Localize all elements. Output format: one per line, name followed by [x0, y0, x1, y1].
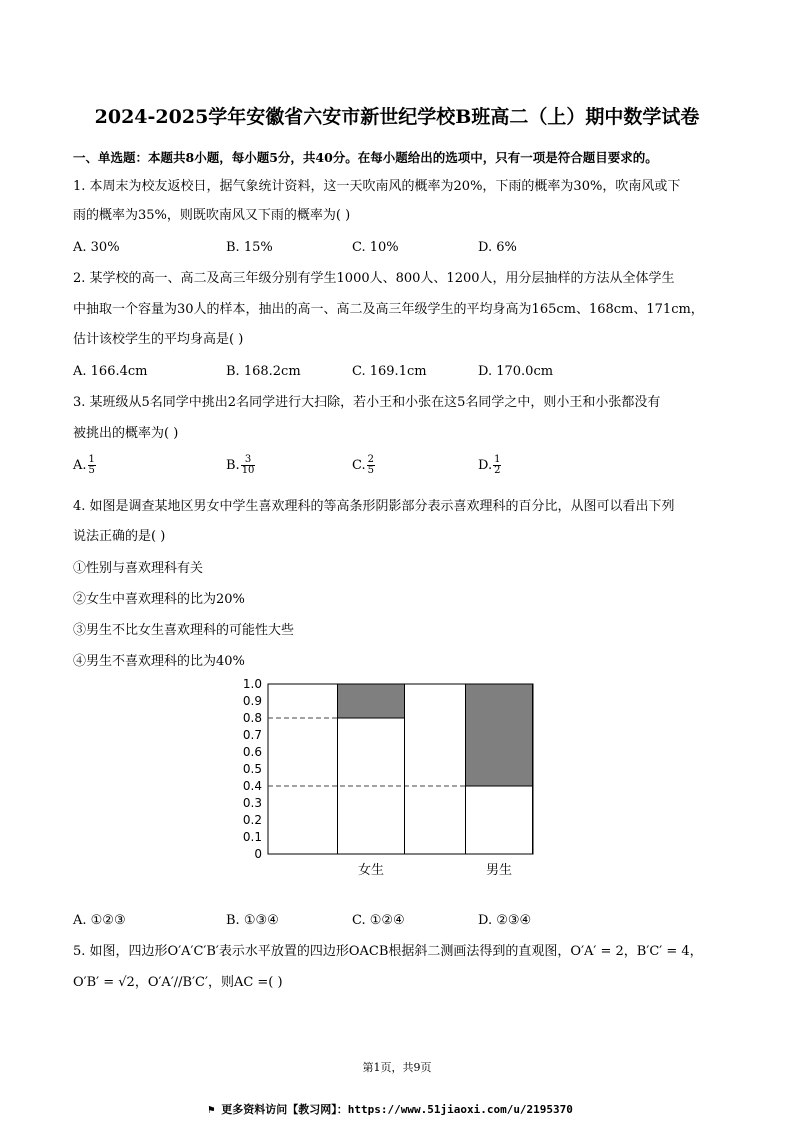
q4-statement-4: ④男生不喜欢理科的比为40% [73, 654, 245, 669]
paper-title: 2024-2025学年安徽省六安市新世纪学校B班高二（上）期中数学试卷 [94, 106, 700, 128]
fraction: $\frac{1}{2}$ [494, 454, 501, 476]
q3-option-d: D. $\frac{1}{2}$ [478, 454, 501, 476]
q4-statement-3: ③男生不比女生喜欢理科的可能性大些 [73, 623, 295, 638]
fraction: $\frac{1}{5}$ [88, 454, 95, 476]
resource-link[interactable] [208, 1101, 573, 1117]
y-tick-label: 0.3 [242, 796, 262, 810]
bar-segment [338, 684, 405, 718]
q4-option-c: C. ①②④ [352, 913, 405, 928]
flag-icon: ⚑ [208, 1103, 215, 1116]
q5-line1: 5. 如图，四边形O′A′C′B′表示水平放置的四边形OACB根据斜二测画法得到的直观图，O′A′ = 2，B′C′ = 4， [73, 944, 703, 959]
y-tick-label: 0.9 [242, 694, 262, 708]
q4-option-a: A. ①②③ [73, 913, 126, 928]
q4-statement-1: ①性别与喜欢理科有关 [73, 561, 204, 576]
q2-option-c: C. 169.1cm [352, 364, 427, 379]
q1-option-b: B. 15% [226, 240, 273, 255]
q1-line2: 雨的概率为35%，则既吹南风又下雨的概率为( ) [73, 208, 351, 223]
y-tick-label: 0.8 [242, 711, 262, 725]
q1-option-a: A. 30% [73, 240, 120, 255]
q2-option-d: D. 170.0cm [478, 364, 554, 379]
q1-option-d: D. 6% [478, 240, 517, 255]
q3-option-c: C. $\frac{2}{5}$ [352, 454, 374, 476]
fraction: $\frac{3}{10}$ [241, 454, 255, 476]
q4-line1: 4. 如图是调查某地区男女中学生喜欢理科的等高条形阴影部分表示喜欢理科的百分比，从图可以看出下列 [73, 499, 675, 514]
bar-segment [466, 684, 533, 786]
q3-line1: 3. 某班级从5名同学中挑出2名同学进行大扫除，若小王和小张在这5名同学之中，则小王和小张都没有 [73, 395, 661, 410]
stacked-bar-chart [228, 672, 548, 882]
y-tick-label: 0.5 [242, 762, 262, 776]
q1-line1: 1. 本周末为校友返校日，据气象统计资料，这一天吹南风的概率为20%，下雨的概率为30%，吹南风或下 [73, 179, 681, 194]
bar-segment [466, 786, 533, 854]
y-tick-label: 0.4 [242, 779, 262, 793]
x-category-label: 男生 [485, 863, 513, 878]
y-tick-label: 0.7 [242, 728, 262, 742]
y-tick-label: 0 [254, 847, 262, 861]
page-footer: 第1页，共9页 [362, 1061, 432, 1074]
y-tick-label: 1.0 [242, 677, 262, 691]
q3-option-a: A. $\frac{1}{5}$ [73, 454, 95, 476]
q4-statement-2: ②女生中喜欢理科的比为20% [73, 592, 245, 607]
q4-line2: 说法正确的是( ) [73, 529, 166, 544]
q4-option-b: B. ①③④ [226, 913, 279, 928]
q2-line3: 估计该校学生的平均身高是( ) [73, 332, 244, 347]
q4-option-d: D. ②③④ [478, 913, 532, 928]
x-category-label: 女生 [357, 863, 385, 878]
q2-option-b: B. 168.2cm [226, 364, 301, 379]
y-tick-label: 0.6 [242, 745, 262, 759]
resource-link-text: 更多资料访问【教习网】：https://www.51jiaoxi.com/u/2195370 [221, 1103, 573, 1116]
q3-line2: 被挑出的概率为( ) [73, 426, 179, 441]
q2-line2: 中抽取一个容量为30人的样本，抽出的高一、高二及高三年级学生的平均身高为165cm、168cm、171cm， [73, 302, 704, 317]
bar-segment [338, 718, 405, 854]
q5-line2: O′B′ = √2，O′A′//B′C′，则AC =( ) [73, 975, 283, 990]
q3-option-b: B. $\frac{3}{10}$ [226, 454, 255, 476]
y-tick-label: 0.1 [242, 830, 262, 844]
q1-option-c: C. 10% [352, 240, 399, 255]
y-tick-label: 0.2 [242, 813, 262, 827]
section-heading: 一、单选题：本题共8小题，每小题5分，共40分。在每小题给出的选项中，只有一项是符合题目要求的。 [73, 150, 658, 165]
q2-option-a: A. 166.4cm [73, 364, 148, 379]
q2-line1: 2. 某学校的高一、高二及高三年级分别有学生1000人、800人、1200人，用分层抽样的方法从全体学生 [73, 271, 675, 286]
fraction: $\frac{2}{5}$ [367, 454, 374, 476]
